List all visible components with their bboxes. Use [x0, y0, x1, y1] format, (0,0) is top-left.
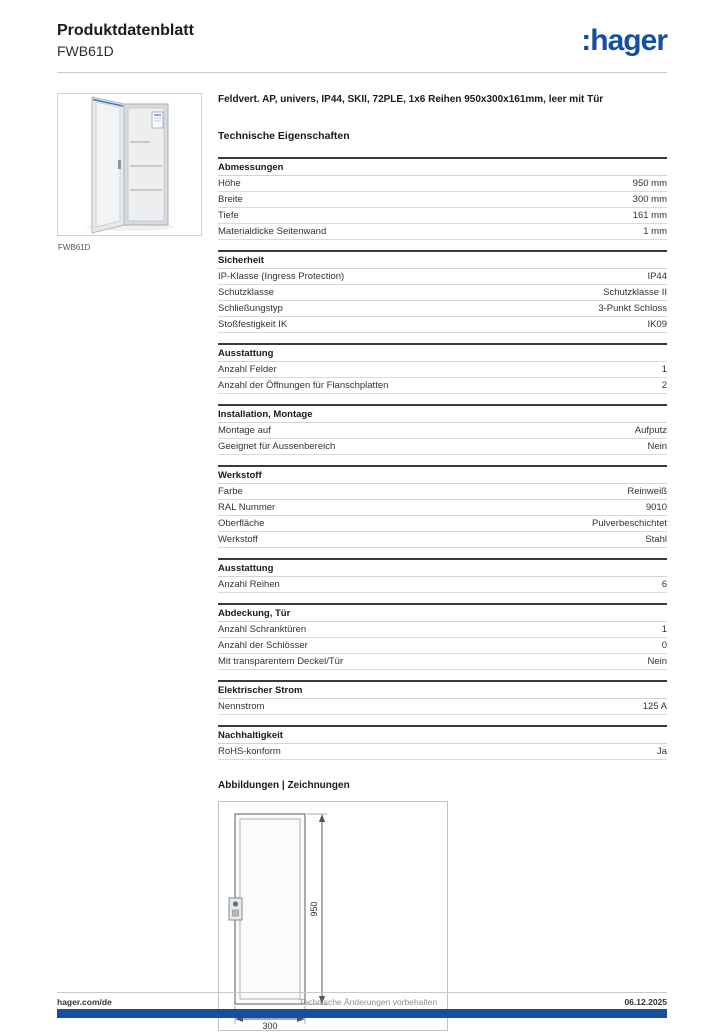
spec-section	[218, 250, 667, 333]
spec-section	[218, 343, 667, 394]
spec-section	[218, 680, 667, 715]
spec-value: IP44	[647, 270, 667, 282]
spec-value: Nein	[647, 655, 667, 667]
header-divider	[57, 72, 667, 73]
spec-row	[218, 439, 667, 455]
spec-section	[218, 157, 667, 240]
spec-section-title: Abdeckung, Tür	[218, 603, 667, 622]
spec-section	[218, 603, 667, 670]
footer	[57, 997, 667, 1007]
spec-label: Anzahl der Schlösser	[218, 639, 308, 651]
spec-label: Mit transparentem Deckel/Tür	[218, 655, 344, 667]
spec-value: 6	[661, 578, 667, 590]
spec-section-title: Installation, Montage	[218, 404, 667, 423]
spec-value: 161 mm	[632, 209, 667, 221]
spec-label: Stoßfestigkeit IK	[218, 318, 288, 330]
spec-label: Geeignet für Aussenbereich	[218, 440, 336, 452]
spec-row	[218, 654, 667, 670]
spec-value: Reinweiß	[627, 485, 667, 497]
spec-row	[218, 500, 667, 516]
spec-row	[218, 192, 667, 208]
footer-date: 06.12.2025	[624, 997, 667, 1007]
spec-label: IP-Klasse (Ingress Protection)	[218, 270, 345, 282]
spec-row	[218, 577, 667, 593]
spec-value: 9010	[645, 501, 667, 513]
dimension-drawing-svg	[219, 802, 447, 1030]
drawing-height-value: 950	[309, 900, 319, 917]
spec-label: Montage auf	[218, 424, 271, 436]
spec-section-title: Abmessungen	[218, 157, 667, 176]
logo-colon: :	[581, 24, 591, 57]
spec-value: 300 mm	[632, 193, 667, 205]
spec-label: Breite	[218, 193, 243, 205]
spec-value: Aufputz	[634, 424, 667, 436]
spec-label: Werkstoff	[218, 533, 258, 545]
footer-website: hager.com/de	[57, 997, 112, 1007]
logo-name: hager	[590, 24, 667, 57]
spec-label: RoHS-konform	[218, 745, 281, 757]
spec-label: Anzahl Reihen	[218, 578, 280, 590]
spec-row	[218, 224, 667, 240]
content-column	[218, 93, 667, 1031]
spec-value: 1 mm	[643, 225, 667, 237]
spec-label: Materialdicke Seitenwand	[218, 225, 327, 237]
spec-row	[218, 532, 667, 548]
spec-value: Ja	[656, 745, 667, 757]
page-title: Produktdatenblatt	[57, 22, 194, 39]
spec-label: Farbe	[218, 485, 243, 497]
spec-value: 0	[661, 639, 667, 651]
spec-section-title: Sicherheit	[218, 250, 667, 269]
spec-row	[218, 301, 667, 317]
spec-value: 3-Punkt Schloss	[598, 302, 667, 314]
spec-sections	[218, 157, 667, 760]
spec-value: 1	[661, 623, 667, 635]
spec-value: Nein	[647, 440, 667, 452]
product-code: FWB61D	[57, 43, 114, 59]
spec-value: Pulverbeschichtet	[592, 517, 667, 529]
spec-row	[218, 744, 667, 760]
spec-label: Anzahl Schranktüren	[218, 623, 307, 635]
spec-section-title: Ausstattung	[218, 343, 667, 362]
spec-value: 950 mm	[632, 177, 667, 189]
drawing-width-value: 300	[262, 1020, 278, 1031]
spec-section-title: Ausstattung	[218, 558, 667, 577]
spec-section	[218, 404, 667, 455]
spec-row	[218, 699, 667, 715]
spec-row	[218, 176, 667, 192]
spec-row	[218, 423, 667, 439]
spec-row	[218, 269, 667, 285]
figures-title: Abbildungen | Zeichnungen	[218, 779, 350, 791]
spec-label: Anzahl Felder	[218, 363, 277, 375]
spec-label: Höhe	[218, 177, 241, 189]
spec-row	[218, 378, 667, 394]
spec-label: Nennstrom	[218, 700, 265, 712]
footer-notice: Technische Änderungen vorbehalten	[299, 997, 438, 1007]
photo-caption: FWB61D	[58, 243, 91, 252]
spec-value: 125 A	[642, 700, 667, 712]
spec-value: 2	[661, 379, 667, 391]
spec-row	[218, 516, 667, 532]
spec-label: Anzahl der Öffnungen für Flanschplatten	[218, 379, 389, 391]
spec-value: Schutzklasse II	[603, 286, 667, 298]
spec-row	[218, 362, 667, 378]
spec-row	[218, 638, 667, 654]
header	[57, 22, 667, 70]
spec-section-title: Werkstoff	[218, 465, 667, 484]
spec-label: Oberfläche	[218, 517, 265, 529]
spec-label: RAL Nummer	[218, 501, 276, 513]
spec-value: Stahl	[645, 533, 667, 545]
tech-properties-title: Technische Eigenschaften	[218, 129, 350, 142]
spec-section-title: Elektrischer Strom	[218, 680, 667, 699]
spec-section	[218, 725, 667, 760]
dimension-drawing	[218, 801, 448, 1031]
spec-value: 1	[661, 363, 667, 375]
spec-section	[218, 465, 667, 548]
spec-row	[218, 484, 667, 500]
hager-logo	[581, 26, 667, 56]
spec-label: Schließungstyp	[218, 302, 283, 314]
spec-row	[218, 317, 667, 333]
product-description: Feldvert. AP, univers, IP44, SKII, 72PLE, 1x6 Reihen 950x300x161mm, leer mit Tür	[218, 94, 604, 105]
cabinet-photo-illustration	[58, 94, 201, 235]
spec-row	[218, 622, 667, 638]
spec-row	[218, 285, 667, 301]
brand-bar	[57, 1009, 667, 1018]
spec-section-title: Nachhaltigkeit	[218, 725, 667, 744]
spec-row	[218, 208, 667, 224]
spec-label: Schutzklasse	[218, 286, 274, 298]
spec-value: IK09	[647, 318, 667, 330]
spec-label: Tiefe	[218, 209, 239, 221]
spec-section	[218, 558, 667, 593]
product-photo	[57, 93, 202, 236]
footer-divider	[57, 992, 667, 993]
